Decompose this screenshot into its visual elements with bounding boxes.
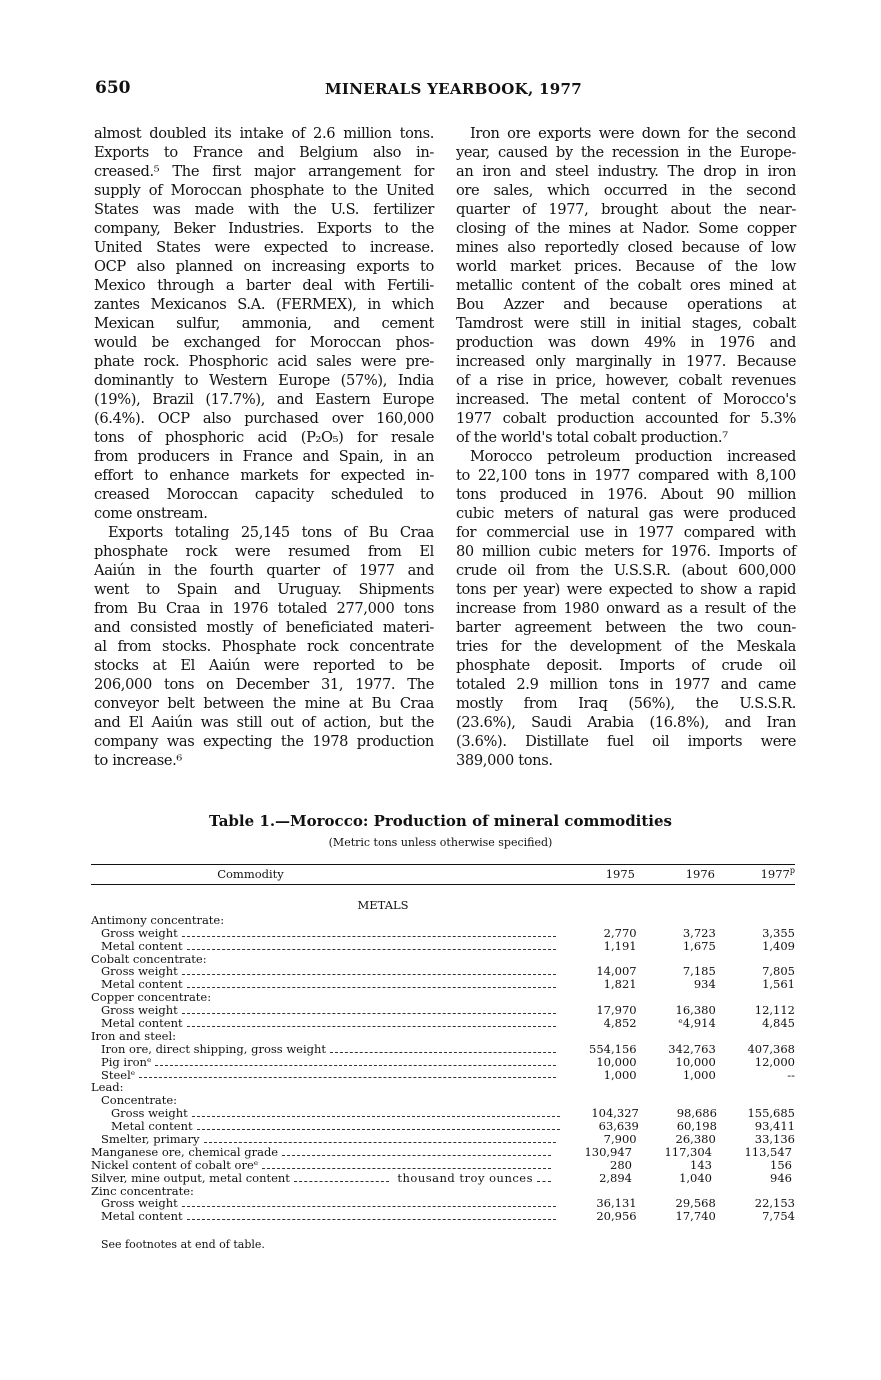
table-row <box>91 1030 795 1043</box>
row-label: Metal content <box>101 1016 183 1031</box>
text-line: (6.4%). OCP also purchased over 160,000 <box>94 410 434 427</box>
text-line: Mexican sulfur, ammonia, and cement <box>94 315 434 332</box>
value-1975: 4,852 <box>603 1016 637 1031</box>
dot-leader <box>182 1205 557 1207</box>
text-line: phate rock. Phosphoric acid sales were pre- <box>94 353 434 370</box>
header-1976: 1976 <box>685 867 715 882</box>
table-row <box>91 940 795 953</box>
value-1977: 946 <box>770 1170 792 1185</box>
text-column-left <box>94 124 434 770</box>
value-1976: 1,000 <box>682 1067 716 1082</box>
value-1975: 104,327 <box>591 1106 639 1121</box>
table-row <box>91 1043 795 1056</box>
table-row <box>91 914 795 927</box>
row-label: Gross weight <box>101 964 178 979</box>
text-line: 389,000 tons. <box>456 752 553 769</box>
table-row <box>91 1017 795 1030</box>
table-row <box>91 1056 795 1069</box>
header-1977 <box>715 868 795 881</box>
value-1976: 60,198 <box>676 1119 717 1134</box>
text-line: crude oil from the U.S.S.R. (about 600,000 <box>456 562 796 579</box>
value-1977: 12,000 <box>754 1054 795 1069</box>
text-line: Aaiún in the fourth quarter of 1977 and <box>94 562 434 579</box>
row-label: Metal content <box>101 1209 183 1224</box>
text-line: company was expecting the 1978 production <box>94 733 434 750</box>
table-row <box>91 1081 795 1094</box>
text-line: Morocco petroleum production increased <box>470 448 796 465</box>
value-1976: 26,380 <box>675 1132 716 1147</box>
text-line: tries for the development of the Meskala <box>456 638 796 655</box>
text-line: come onstream. <box>94 505 208 522</box>
row-label: Steelᵉ <box>101 1067 136 1082</box>
text-line: cubic meters of natural gas were produced <box>456 505 796 522</box>
header-1975: 1975 <box>605 867 635 882</box>
value-1975: 20,956 <box>596 1209 637 1224</box>
text-line: tons per year) were expected to show a rapid <box>456 581 796 598</box>
text-line: closing of the mines at Nador. Some copper <box>456 220 796 237</box>
text-line: creased.⁵ The first major arrangement for <box>94 163 434 180</box>
row-label: Smelter, primary <box>101 1132 200 1147</box>
text-line: (19%), Brazil (17.7%), and Eastern Europe <box>94 391 434 408</box>
value-1977: 33,136 <box>754 1132 795 1147</box>
table-title: Table 1.—Morocco: Production of mineral commodities <box>208 812 672 830</box>
value-1976: 934 <box>693 977 716 992</box>
row-label: Iron and steel: <box>91 1028 176 1043</box>
row-label: Manganese ore, chemical grade <box>91 1144 279 1159</box>
text-line: mostly from Iraq (56%), the U.S.S.R. <box>456 695 796 712</box>
row-label-cell <box>91 914 551 927</box>
header-commodity: Commodity <box>217 867 284 882</box>
text-line: of a rise in price, however, cobalt revenues <box>456 372 796 389</box>
dot-leader <box>294 1180 389 1182</box>
table-body <box>91 914 795 1223</box>
dot-leader <box>282 1154 551 1156</box>
section-heading: METALS <box>357 898 409 912</box>
row-label: Concentrate: <box>101 1093 178 1108</box>
table-row <box>91 1133 795 1146</box>
table-row <box>91 965 795 978</box>
text-line: Tamdrost were still in initial stages, cobalt <box>456 315 796 332</box>
value-1975: 63,639 <box>598 1119 639 1134</box>
text-line: Exports totaling 25,145 tons of Bu Craa <box>108 524 434 541</box>
row-label: Pig ironᵉ <box>101 1054 152 1069</box>
text-line: tons produced in 1976. About 90 million <box>456 486 796 503</box>
value-1976: 16,380 <box>675 1003 716 1018</box>
row-label: Lead: <box>91 1080 124 1095</box>
text-line: increased only marginally in 1977. Because <box>456 353 796 370</box>
text-line: States was made with the U.S. fertilizer <box>94 201 434 218</box>
running-title: MINERALS YEARBOOK, 1977 <box>325 80 582 98</box>
header-1977-year: 1977 <box>760 867 790 882</box>
value-1977: 407,368 <box>747 1041 795 1056</box>
row-label-cell <box>91 1210 556 1223</box>
text-line: would be exchanged for Moroccan phos- <box>94 334 434 351</box>
row-label-cell <box>91 927 556 940</box>
row-label: Copper concentrate: <box>91 990 212 1005</box>
text-line: mines also reportedly closed because of low <box>456 239 796 256</box>
text-line: zantes Mexicanos S.A. (FERMEX), in which <box>94 296 434 313</box>
value-1975: 10,000 <box>596 1054 637 1069</box>
value-1976: 17,740 <box>675 1209 716 1224</box>
text-line: for commercial use in 1977 compared with <box>456 524 796 541</box>
value-1975: 1,191 <box>603 938 637 953</box>
row-label-cell <box>91 1056 556 1069</box>
value-1976: 3,723 <box>682 925 716 940</box>
row-label-cell <box>91 940 556 953</box>
text-line: increased. The metal content of Morocco's <box>456 391 796 408</box>
value-1975: 130,947 <box>584 1144 632 1159</box>
row-label: Gross weight <box>101 1196 178 1211</box>
row-label: Nickel content of cobalt oreᵉ <box>91 1157 259 1172</box>
text-line: Iron ore exports were down for the second <box>470 125 796 142</box>
row-label-cell <box>91 1172 551 1185</box>
row-label: Silver, mine output, metal content <box>91 1170 290 1185</box>
value-1977: 22,153 <box>754 1196 795 1211</box>
text-line: effort to enhance markets for expected in- <box>94 467 434 484</box>
row-label: Metal content <box>101 977 183 992</box>
table-row <box>91 1146 795 1159</box>
value-1975: 36,131 <box>596 1196 637 1211</box>
table-footnote: See footnotes at end of table. <box>101 1238 265 1251</box>
dot-leader <box>262 1167 551 1169</box>
value-1975: 280 <box>610 1157 632 1172</box>
row-label: Antimony concentrate: <box>91 912 225 927</box>
text-line: year, caused by the recession in the Europe- <box>456 144 796 161</box>
value-1976: ᵉ4,914 <box>678 1016 716 1031</box>
value-1977: 113,547 <box>744 1144 792 1159</box>
value-1977: 156 <box>770 1157 792 1172</box>
dot-leader <box>192 1115 560 1117</box>
value-1976: 98,686 <box>676 1106 717 1121</box>
dot-leader <box>187 1025 557 1027</box>
dot-leader <box>182 935 557 937</box>
text-line: 80 million cubic meters for 1976. Imports of <box>456 543 796 560</box>
value-1977: 12,112 <box>754 1003 795 1018</box>
row-label: Zinc concentrate: <box>91 1183 194 1198</box>
value-1976: 1,675 <box>682 938 716 953</box>
text-line: (3.6%). Distillate fuel oil imports were <box>456 733 796 750</box>
row-label-cell <box>91 1043 556 1056</box>
value-1975: 1,821 <box>603 977 637 992</box>
value-1976: 342,763 <box>668 1041 716 1056</box>
row-label: Gross weight <box>111 1106 188 1121</box>
dot-leader <box>187 948 557 950</box>
value-1975: 2,770 <box>603 925 637 940</box>
text-line: metallic content of the cobalt ores mined at <box>456 277 796 294</box>
text-line: company, Beker Industries. Exports to the <box>94 220 434 237</box>
text-line: (23.6%), Saudi Arabia (16.8%), and Iran <box>456 714 796 731</box>
table-header <box>91 864 795 885</box>
production-table <box>91 864 795 1223</box>
preliminary-mark: p <box>789 866 795 876</box>
value-1975: 7,900 <box>603 1132 637 1147</box>
value-1977: 1,409 <box>762 938 795 953</box>
table-row <box>91 1210 795 1223</box>
text-line: quarter of 1977, brought about the near- <box>456 201 796 218</box>
text-line: from Bu Craa in 1976 totaled 277,000 tons <box>94 600 434 617</box>
text-line: and consisted mostly of beneficiated materi- <box>94 619 434 636</box>
value-1977: 93,411 <box>754 1119 795 1134</box>
dot-leader <box>187 986 557 988</box>
text-line: 206,000 tons on December 31, 1977. The <box>94 676 434 693</box>
text-line: United States were expected to increase. <box>94 239 434 256</box>
text-line: of the world's total cobalt production.⁷ <box>456 429 728 446</box>
value-1975: 2,894 <box>599 1170 632 1185</box>
text-line: and El Aaiún was still out of action, but the <box>94 714 434 731</box>
row-label: Cobalt concentrate: <box>91 951 207 966</box>
value-1975: 14,007 <box>596 964 637 979</box>
value-1976: 117,304 <box>664 1144 712 1159</box>
row-label: Metal content <box>101 938 183 953</box>
value-1977: -- <box>787 1067 795 1082</box>
text-line: dominantly to Western Europe (57%), India <box>94 372 434 389</box>
text-line: tons of phosphoric acid (P₂O₅) for resale <box>94 429 434 446</box>
row-label: Gross weight <box>101 1003 178 1018</box>
text-line: to increase.⁶ <box>94 752 182 769</box>
text-line: 1977 cobalt production accounted for 5.3% <box>456 410 796 427</box>
text-line: Exports to France and Belgium also in- <box>94 144 434 161</box>
table-row <box>91 1159 795 1172</box>
row-label-cell <box>91 1069 556 1082</box>
text-line: al from stocks. Phosphate rock concentrate <box>94 638 434 655</box>
value-1977: 155,685 <box>747 1106 795 1121</box>
value-1976: 10,000 <box>675 1054 716 1069</box>
text-line: went to Spain and Uruguay. Shipments <box>94 581 434 598</box>
row-label: Gross weight <box>101 925 178 940</box>
text-line: phosphate rock were resumed from El <box>94 543 434 560</box>
value-1977: 3,355 <box>762 925 795 940</box>
text-line: OCP also planned on increasing exports to <box>94 258 434 275</box>
dot-leader <box>182 973 557 975</box>
dot-leader <box>182 1012 557 1014</box>
text-line: Mexico through a barter deal with Fertili- <box>94 277 434 294</box>
value-1977: 7,805 <box>762 964 795 979</box>
dot-leader <box>197 1128 560 1130</box>
text-line: phosphate deposit. Imports of crude oil <box>456 657 796 674</box>
text-line: an iron and steel industry. The drop in iron <box>456 163 796 180</box>
value-1975: 1,000 <box>603 1067 637 1082</box>
row-label-cell <box>91 1017 556 1030</box>
page-number: 650 <box>95 78 131 98</box>
value-1977: 7,754 <box>762 1209 795 1224</box>
text-line: creased Moroccan capacity scheduled to <box>94 486 434 503</box>
value-1977: 1,561 <box>762 977 795 992</box>
text-line: barter agreement between the two coun- <box>456 619 796 636</box>
value-1976: 1,040 <box>679 1170 712 1185</box>
table-row <box>91 927 795 940</box>
text-line: almost doubled its intake of 2.6 million tons. <box>94 125 434 142</box>
row-unit: thousand troy ounces <box>397 1170 533 1185</box>
text-line: ore sales, which occurred in the second <box>456 182 796 199</box>
text-line: totaled 2.9 million tons in 1977 and came <box>456 676 796 693</box>
dot-leader <box>330 1051 556 1053</box>
value-1975: 17,970 <box>596 1003 637 1018</box>
text-line: world market prices. Because of the low <box>456 258 796 275</box>
value-1975: 554,156 <box>589 1041 637 1056</box>
text-line: stocks at El Aaiún were reported to be <box>94 657 434 674</box>
dot-leader <box>537 1180 551 1182</box>
text-line: production was down 49% in 1976 and <box>456 334 796 351</box>
dot-leader <box>139 1076 556 1078</box>
row-label: Iron ore, direct shipping, gross weight <box>101 1041 327 1056</box>
text-line: conveyor belt between the mine at Bu Craa <box>94 695 434 712</box>
value-1976: 7,185 <box>682 964 716 979</box>
dot-leader <box>187 1218 557 1220</box>
row-label-cell <box>91 1030 551 1043</box>
row-label-cell <box>91 1159 551 1172</box>
dot-leader <box>204 1141 557 1143</box>
value-1976: 29,568 <box>675 1196 716 1211</box>
dot-leader <box>155 1064 556 1066</box>
row-label-cell <box>91 1133 556 1146</box>
text-line: from producers in France and Spain, in an <box>94 448 434 465</box>
text-column-right <box>456 124 796 770</box>
text-line: Bou Azzer and because operations at <box>456 296 796 313</box>
row-label-cell <box>91 1146 551 1159</box>
text-line: supply of Moroccan phosphate to the United <box>94 182 434 199</box>
table-subtitle: (Metric tons unless otherwise specified) <box>328 836 553 849</box>
table-row <box>91 1069 795 1082</box>
row-label: Metal content <box>111 1119 193 1134</box>
value-1977: 4,845 <box>762 1016 795 1031</box>
text-line: increase from 1980 onward as a result of the <box>456 600 796 617</box>
table-row <box>91 1172 795 1185</box>
text-line: to 22,100 tons in 1977 compared with 8,100 <box>456 467 796 484</box>
value-1976: 143 <box>690 1157 712 1172</box>
